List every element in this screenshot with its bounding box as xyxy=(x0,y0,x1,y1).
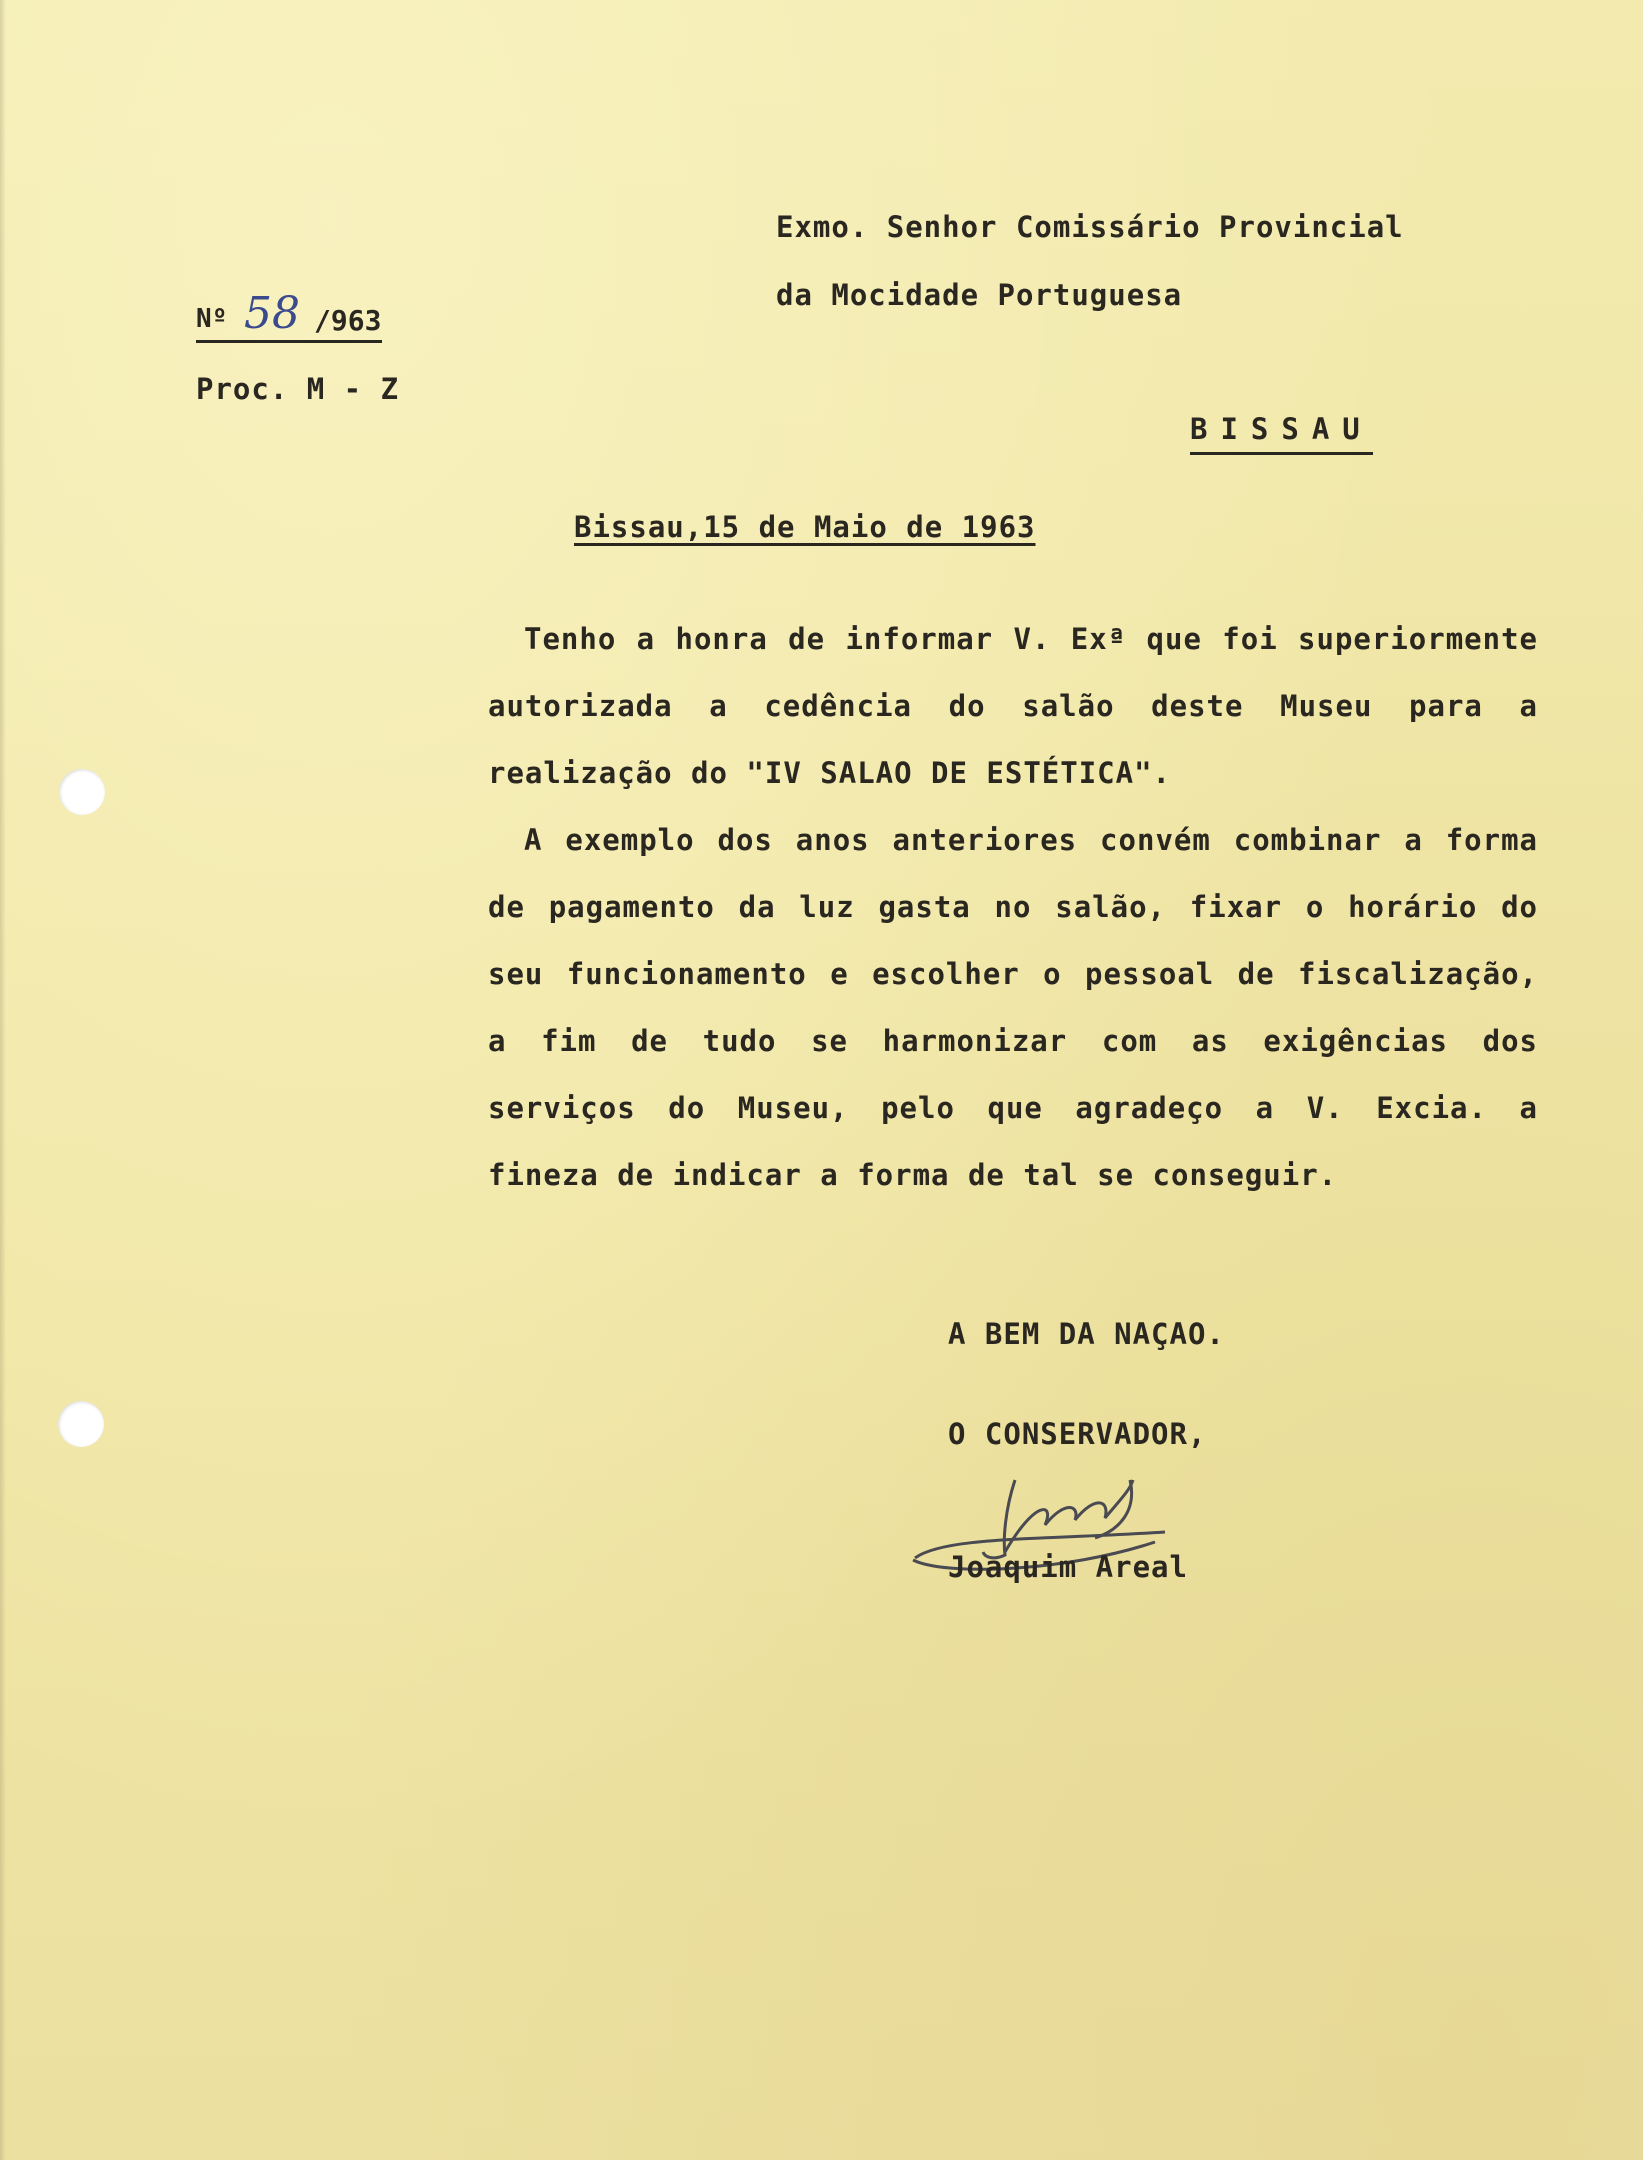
closing-salutation: A BEM DA NAÇAO. xyxy=(948,1317,1225,1351)
reference-number xyxy=(196,288,382,343)
signatory-role: O CONSERVADOR, xyxy=(948,1417,1207,1451)
signatory-name: Joaquim Areal xyxy=(948,1550,1188,1584)
process-code: Proc. M - Z xyxy=(196,372,400,406)
punch-hole-top xyxy=(59,769,105,815)
body-paragraph-2: A exemplo dos anos anteriores convém combinar a forma de pagamento da luz gasta no salão, fixar o horário do seu funcionamento e escolher o pessoal de fiscalização, a fim de tudo se harmonizar com as exigências dos serviços do Museu, pelo que agradeço a V. Excia. a fineza de indicar a forma de tal se conseguir. xyxy=(488,823,1538,1192)
addressee-city: BISSAU xyxy=(1190,412,1373,455)
reference-handwritten-number: 58 xyxy=(244,288,300,339)
letter-date: Bissau,15 de Maio de 1963 xyxy=(574,510,1036,544)
addressee-line-2: da Mocidade Portuguesa xyxy=(776,278,1183,312)
body-paragraph-1: Tenho a honra de informar V. Exª que foi superiormente autorizada a cedência do salão deste Museu para a realização do "IV SALAO DE ESTÉTICA". xyxy=(488,622,1538,790)
punch-hole-bottom xyxy=(58,1401,104,1447)
reference-prefix: Nº xyxy=(196,304,228,334)
page-edge-shadow xyxy=(0,0,6,2160)
reference-year: /963 xyxy=(314,304,382,337)
letter-body xyxy=(488,606,1538,1209)
addressee-line-1: Exmo. Senhor Comissário Provincial xyxy=(776,210,1404,244)
